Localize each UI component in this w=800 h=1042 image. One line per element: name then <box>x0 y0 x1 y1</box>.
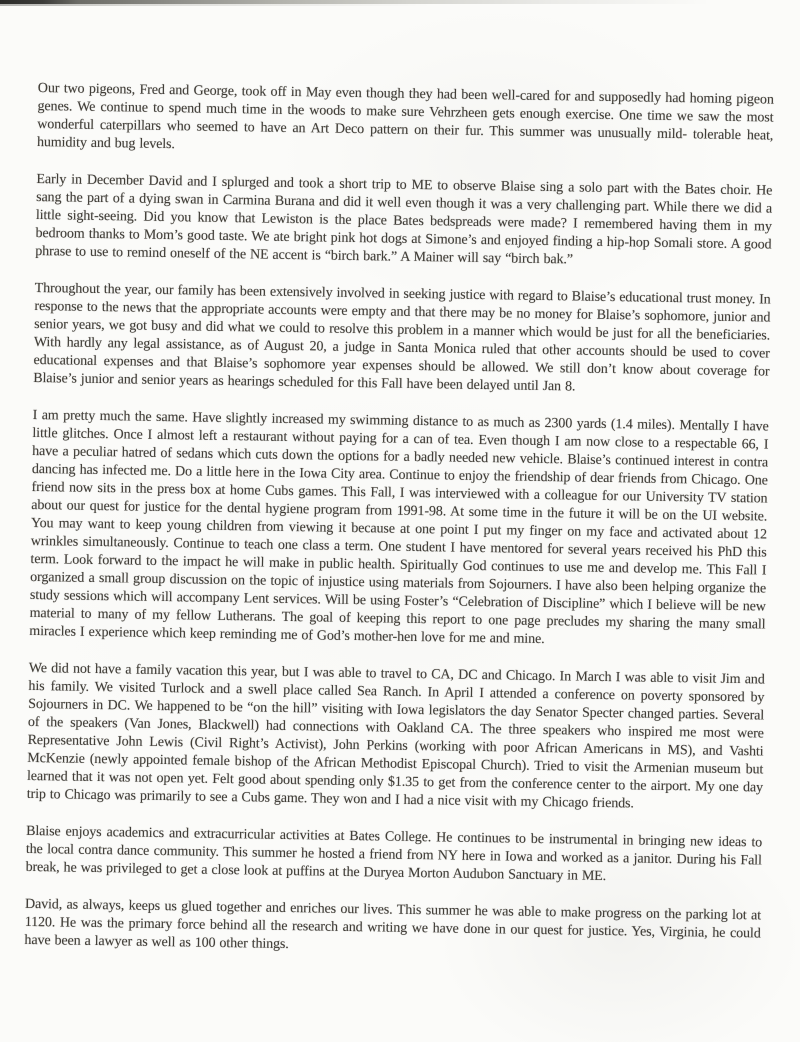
letter-paragraph-trust-justice: Throughout the year, our family has been extensively involved in seeking justice with regard to Blaise’s educational trust money. In response to the news that the appropriate accounts were empty and that there may be no money for Blaise’s sophomore, junior and senior years, we got busy and did what we could to resolve this problem in a manner which would be just for all the beneficiaries. With hardly any legal assistance, as of August 20, a judge in Santa Monica ruled that other accounts should be used to cover educational expenses and that Blaise’s sophomore year expenses should be allowed. We still don’t know about coverage for Blaise’s junior and senior years as hearings scheduled for this Fall have been delayed until Jan 8. <box>33 280 771 395</box>
letter-paragraph-travel: We did not have a family vacation this year, but I was able to travel to CA, DC and Chicago. In March I was able to visit Jim and his family. We visited Turlock and a swell place called Sea Ranch. In April I attended a conference on poverty sponsored by Sojourners in DC. We happened to be “on the hill” visiting with Iowa legislators the day Senator Specter changed parties. Several of the speakers (Van Jones, Blackwell) had connections with Oakland CA. The three speakers who inspired me most were Representative John Lewis (Civil Right’s Activist), John Perkins (working with poor African Americans in MS), and Vashti McKenzie (newly appointed female bishop of the African Methodist Episcopal Church). Tried to visit the Armenian museum but learned that it was not open yet. Felt good about spending only $1.35 to get from the conference center to the airport. My one day trip to Chicago was primarily to see a Cubs game. They won and I had a nice visit with my Chicago friends. <box>26 660 765 812</box>
letter-paragraph-david: David, as always, keeps us glued together and enriches our lives. This summer he was able to make progress on the parking lot at 1120. He was the primary force behind all the research and writing we have done in our quest for justice. Yes, Virginia, he could have been a lawyer as well as 100 other things. <box>24 896 762 953</box>
letter-body <box>24 80 774 980</box>
scan-edge-artifact <box>0 0 710 4</box>
letter-paragraph-personal-update: I am pretty much the same. Have slightly increased my swimming distance to as much as 2300 yards (1.4 miles). Mentally I have little glitches. Once I almost left a restaurant without paying for a can of tea. Even though I am now close to a respectable 66, I have a peculiar hatred of sedans which cuts down the options for a badly needed new vehicle. Blaise’s continued interest in contra dancing has infected me. Do a little here in the Iowa City area. Continue to enjoy the friendship of dear friends from Chicago. One friend now sits in the press box at home Cubs games. This Fall, I was interviewed with a colleague for our University TV station about our quest for justice for the dental hygiene program from 1991-98. At some time in the future it will be on the UI website. You may want to keep young children from viewing it because at one point I put my finger on my face and activated about 12 wrinkles simultaneously. Continue to teach one class a term. One student I have mentored for several years received his PhD this term. Look forward to the impact he will make in public health. Spiritually God continues to use me and develop me. This Fall I organized a small group discussion on the topic of injustice using materials from Sojourners. I have also been helping organize the study sessions which will accompany Lent services. Will be using Foster’s “Celebration of Discipline” which I believe will be new material to many of my fellow Lutherans. The goal of keeping this report to one page precludes my sharing the many small miracles I experience which keep reminding me of God’s mother-hen love for me and mine. <box>29 407 769 648</box>
letter-paragraph-maine-trip: Early in December David and I splurged and took a short trip to ME to observe Blaise sing a solo part with the Bates choir. He sang the part of a dying swan in Carmina Burana and did it well even though it was a very challenging part. While there we did a little sight-seeing. Did you know that Lewiston is the place Bates bedspreads were made? I remembered having them in my bedroom thanks to Mom’s good taste. We ate bright pink hot dogs at Simone’s and enjoyed finding a hip-hop Somali store. A good phrase to use to remind oneself of the NE accent is “birch bark.” A Mainer will say “birch bak.” <box>35 171 773 268</box>
letter-paragraph-pigeons: Our two pigeons, Fred and George, took off in May even though they had been well-cared for and supposedly had homing pigeon genes. We continue to spend much time in the woods to make sure Vehrzheen gets enough exercise. One time we saw the most wonderful caterpillars who seemed to have an Art Deco pattern on their fur. This summer was unusually mild- tolerable heat, humidity and bug levels. <box>36 80 774 153</box>
letter-paragraph-blaise: Blaise enjoys academics and extracurricular activities at Bates College. He continues to be instrumental in bringing new ideas to the local contra dance community. This summer he hosted a friend from NY here in Iowa and worked as a janitor. During his Fall break, he was privileged to get a close look at puffins at the Duryea Morton Audubon Sanctuary in ME. <box>25 823 763 885</box>
